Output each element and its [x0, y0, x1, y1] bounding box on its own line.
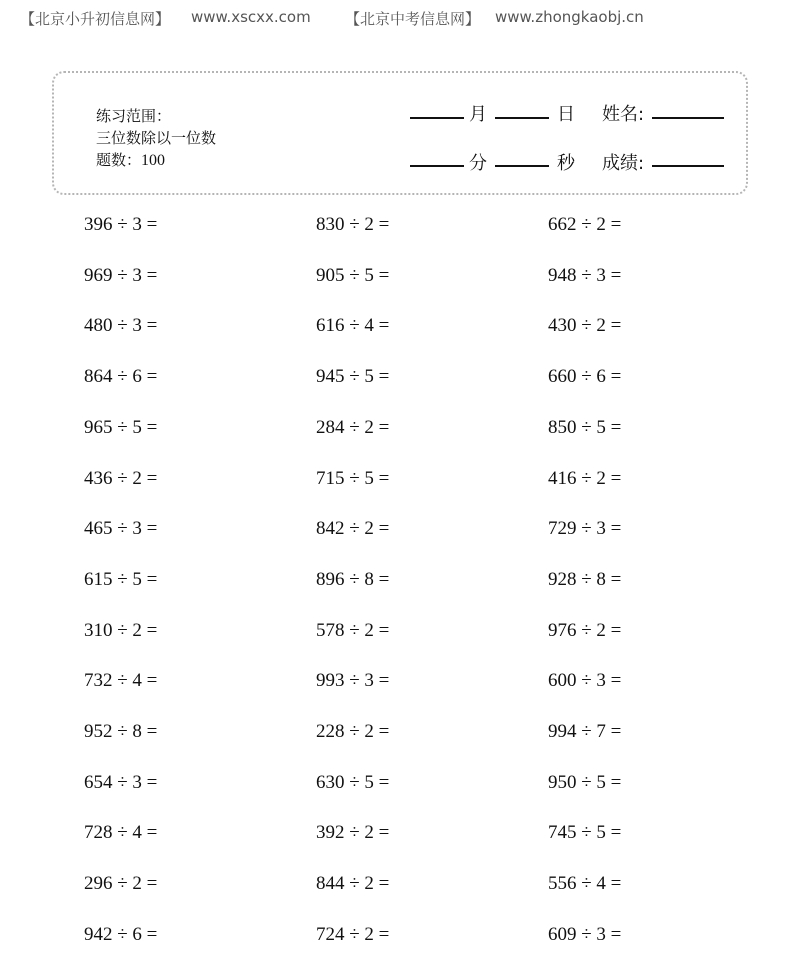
problem-item: 430 ÷ 2 = [548, 315, 622, 336]
problem-item: 942 ÷ 6 = [84, 924, 158, 945]
site-header [20, 8, 790, 30]
score-label: 成绩: [602, 153, 645, 174]
site-b-name: 【北京中考信息网】 [345, 10, 481, 28]
problem-item: 732 ÷ 4 = [84, 670, 158, 691]
range-label: 练习范围： [96, 107, 172, 125]
problem-item: 228 ÷ 2 = [316, 721, 390, 742]
count-value: 100 [141, 152, 166, 169]
problem-item: 952 ÷ 8 = [84, 721, 158, 742]
day-label: 日 [557, 104, 575, 125]
problem-item: 965 ÷ 5 = [84, 417, 158, 438]
problem-item: 284 ÷ 2 = [316, 417, 390, 438]
day-blank[interactable] [495, 117, 549, 119]
problem-item: 660 ÷ 6 = [548, 366, 622, 387]
minute-blank[interactable] [410, 165, 464, 167]
problem-item: 615 ÷ 5 = [84, 569, 158, 590]
problem-item: 850 ÷ 5 = [548, 417, 622, 438]
month-label: 月 [469, 104, 487, 125]
problem-item: 969 ÷ 3 = [84, 265, 158, 286]
problem-item: 465 ÷ 3 = [84, 518, 158, 539]
count-label: 题数： [96, 151, 142, 169]
range-value: 三位数除以一位数 [96, 129, 217, 147]
problem-item: 556 ÷ 4 = [548, 873, 622, 894]
problem-item: 310 ÷ 2 = [84, 620, 158, 641]
problem-item: 842 ÷ 2 = [316, 518, 390, 539]
problem-item: 416 ÷ 2 = [548, 468, 622, 489]
second-blank[interactable] [495, 165, 549, 167]
problem-item: 945 ÷ 5 = [316, 366, 390, 387]
second-label: 秒 [557, 153, 575, 174]
month-blank[interactable] [410, 117, 464, 119]
score-blank[interactable] [652, 165, 724, 167]
site-a-url[interactable]: www.xscxx.com [191, 8, 311, 26]
problem-item: 578 ÷ 2 = [316, 620, 390, 641]
name-blank[interactable] [652, 117, 724, 119]
problem-item: 905 ÷ 5 = [316, 265, 390, 286]
problem-item: 728 ÷ 4 = [84, 822, 158, 843]
problem-item: 715 ÷ 5 = [316, 468, 390, 489]
problem-item: 609 ÷ 3 = [548, 924, 622, 945]
problem-item: 948 ÷ 3 = [548, 265, 622, 286]
problem-item: 976 ÷ 2 = [548, 620, 622, 641]
problem-item: 830 ÷ 2 = [316, 214, 390, 235]
problem-item: 950 ÷ 5 = [548, 772, 622, 793]
info-box [52, 71, 748, 195]
problem-item: 928 ÷ 8 = [548, 569, 622, 590]
site-b-url[interactable]: www.zhongkaobj.cn [495, 8, 644, 26]
problem-item: 729 ÷ 3 = [548, 518, 622, 539]
problem-item: 600 ÷ 3 = [548, 670, 622, 691]
problem-item: 392 ÷ 2 = [316, 822, 390, 843]
problem-item: 724 ÷ 2 = [316, 924, 390, 945]
problem-item: 745 ÷ 5 = [548, 822, 622, 843]
problem-item: 993 ÷ 3 = [316, 670, 390, 691]
problem-item: 436 ÷ 2 = [84, 468, 158, 489]
problem-item: 662 ÷ 2 = [548, 214, 622, 235]
problem-item: 630 ÷ 5 = [316, 772, 390, 793]
minute-label: 分 [469, 153, 487, 174]
problem-item: 480 ÷ 3 = [84, 315, 158, 336]
problem-item: 896 ÷ 8 = [316, 569, 390, 590]
name-label: 姓名: [602, 104, 645, 125]
problem-item: 994 ÷ 7 = [548, 721, 622, 742]
problem-item: 844 ÷ 2 = [316, 873, 390, 894]
problem-item: 396 ÷ 3 = [84, 214, 158, 235]
count-line [96, 149, 165, 170]
site-a-name: 【北京小升初信息网】 [20, 10, 171, 28]
problem-item: 654 ÷ 3 = [84, 772, 158, 793]
problem-item: 296 ÷ 2 = [84, 873, 158, 894]
problem-item: 864 ÷ 6 = [84, 366, 158, 387]
problem-item: 616 ÷ 4 = [316, 315, 390, 336]
